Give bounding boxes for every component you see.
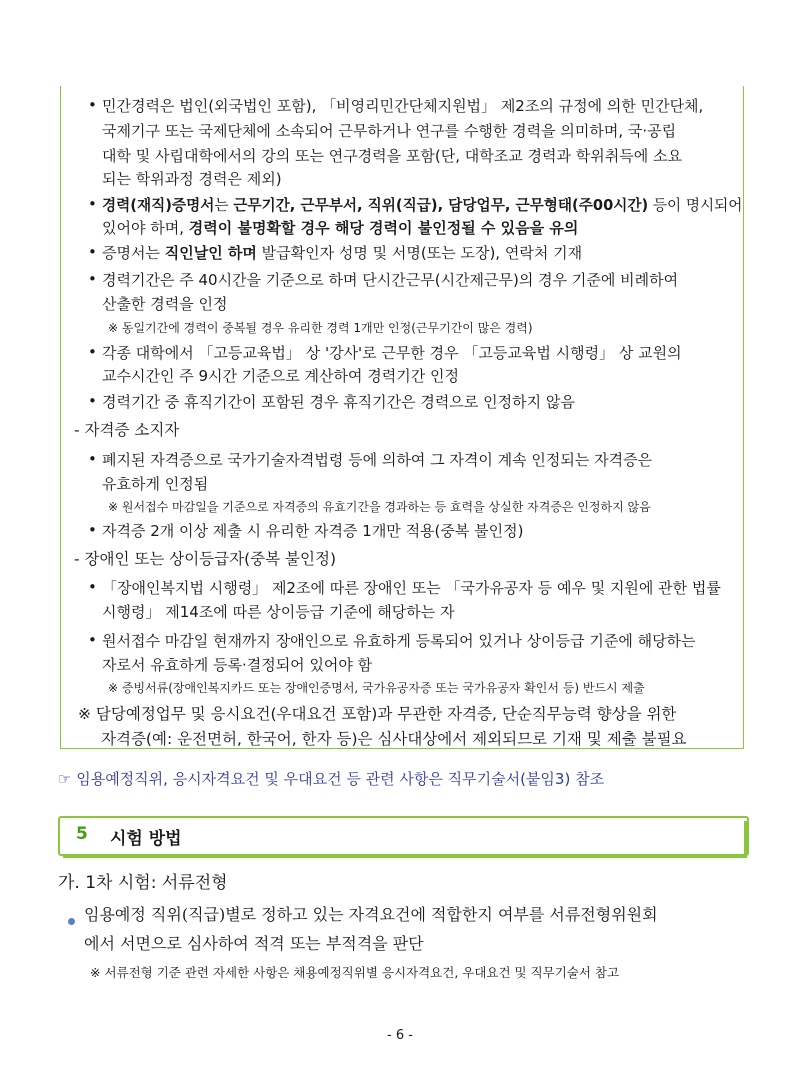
section-header bbox=[58, 816, 749, 856]
text-line: 있어야 하며, 경력이 불명확할 경우 해당 경력이 불인정될 수 있음을 유의 bbox=[102, 219, 579, 237]
text-line: 자로서 유효하게 등록·결정되어 있어야 함 bbox=[102, 656, 373, 674]
note-line: ※ 동일기간에 경력이 중복될 경우 유리한 경력 1개만 인정(근무기간이 많은 경력) bbox=[108, 321, 533, 335]
bullet: • bbox=[88, 450, 97, 468]
text-line: 민간경력은 법인(외국법인 포함), 「비영리민간단체지원법」 제2조의 규정에 의한 민간단체, bbox=[102, 97, 704, 115]
bullet: • bbox=[88, 578, 97, 596]
sub-heading: - 자격증 소지자 bbox=[74, 421, 180, 439]
text-line: 유효하게 인정됨 bbox=[102, 475, 209, 493]
note-line: ※ 증빙서류(장애인복지카드 또는 장애인증명서, 국가유공자증 또는 국가유공자 확인서 등) 반드시 제출 bbox=[108, 681, 645, 695]
note-line: ※ 서류전형 기준 관련 자세한 사항은 채용예정직위별 응시자격요건, 우대요건 및 직무기술서 참고 bbox=[90, 965, 620, 980]
text-line: 에서 서면으로 심사하여 적격 또는 부적격을 판단 bbox=[84, 934, 424, 953]
text-line: 대학 및 사립대학에서의 강의 또는 연구경력을 포함(단, 대학조교 경력과 학위취득에 소요 bbox=[102, 147, 682, 165]
bullet: • bbox=[88, 195, 97, 213]
text-line: 경력(재직)증명서는 근무기간, 근무부서, 직위(직급), 담당업무, 근무형태(주00시간) 등이 명시되어 bbox=[102, 196, 743, 214]
text-line: 시행령」 제14조에 따른 상이등급 기준에 해당하는 자 bbox=[102, 603, 455, 621]
bullet: • bbox=[88, 392, 97, 410]
section-title: 시험 방법 bbox=[110, 829, 182, 849]
text-line: 되는 학위과정 경력은 제외) bbox=[102, 170, 282, 188]
bullet: • bbox=[88, 343, 97, 361]
circle-bullet-icon bbox=[68, 911, 75, 929]
text-line: 경력기간은 주 40시간을 기준으로 하며 단시간근무(시간제근무)의 경우 기준에 비례하여 bbox=[102, 271, 679, 289]
text-line: 국제기구 또는 국제단체에 소속되어 근무하거나 연구를 수행한 경력을 의미하며, 국·공립 bbox=[102, 122, 677, 140]
page-number: - 6 - bbox=[387, 1028, 413, 1043]
bullet: • bbox=[88, 521, 97, 539]
sub-section-heading: 가. 1차 시험: 서류전형 bbox=[58, 873, 228, 893]
text-line: 자격증 2개 이상 제출 시 유리한 자격증 1개만 적용(중복 불인정) bbox=[102, 522, 524, 540]
bullet: • bbox=[88, 243, 97, 261]
exclusion-note: 자격증(예: 운전면허, 한국어, 한자 등)은 심사대상에서 제외되므로 기재 및 제출 불필요 bbox=[101, 730, 687, 748]
text-line: 경력기간 중 휴직기간이 포함된 경우 휴직기간은 경력으로 인정하지 않음 bbox=[102, 393, 575, 411]
text-line: 「장애인복지법 시행령」 제2조에 따른 장애인 또는 「국가유공자 등 예우 및 지원에 관한 법률 bbox=[102, 579, 721, 597]
bullet: • bbox=[88, 631, 97, 649]
note-line: ※ 원서접수 마감일을 기준으로 자격증의 유효기간을 경과하는 등 효력을 상실한 자격증은 인정하지 않음 bbox=[108, 500, 651, 514]
text-line: 산출한 경력을 인정 bbox=[102, 295, 228, 313]
text-line: 교수시간인 주 9시간 기준으로 계산하여 경력기간 인정 bbox=[102, 367, 459, 385]
bullet: • bbox=[88, 270, 97, 288]
bullet: • bbox=[88, 96, 97, 114]
exclusion-note: ※ 담당예정업무 및 응시요건(우대요건 포함)과 무관한 자격증, 단순직무능력 향상을 위한 bbox=[78, 705, 677, 723]
reference-pointer: ☞ 임용예정직위, 응시자격요건 및 우대요건 등 관련 사항은 직무기술서(붙임3) 참조 bbox=[58, 770, 605, 788]
text-line: 임용예정 직위(직급)별로 정하고 있는 자격요건에 적합한지 여부를 서류전형위원회 bbox=[84, 905, 658, 924]
section-number: 5 bbox=[76, 824, 88, 844]
text-line: 폐지된 자격증으로 국가기술자격법령 등에 의하여 그 자격이 계속 인정되는 자격증은 bbox=[102, 451, 653, 469]
text-line: 각종 대학에서 「고등교육법」 상 '강사'로 근무한 경우 「고등교육법 시행령」 상 교원의 bbox=[102, 344, 682, 362]
sub-heading: - 장애인 또는 상이등급자(중복 불인정) bbox=[74, 550, 336, 568]
text-line: 원서접수 마감일 현재까지 장애인으로 유효하게 등록되어 있거나 상이등급 기준에 해당하는 bbox=[102, 632, 696, 650]
text-line: 증명서는 직인날인 하며 발급확인자 성명 및 서명(또는 도장), 연락처 기재 bbox=[102, 244, 583, 262]
